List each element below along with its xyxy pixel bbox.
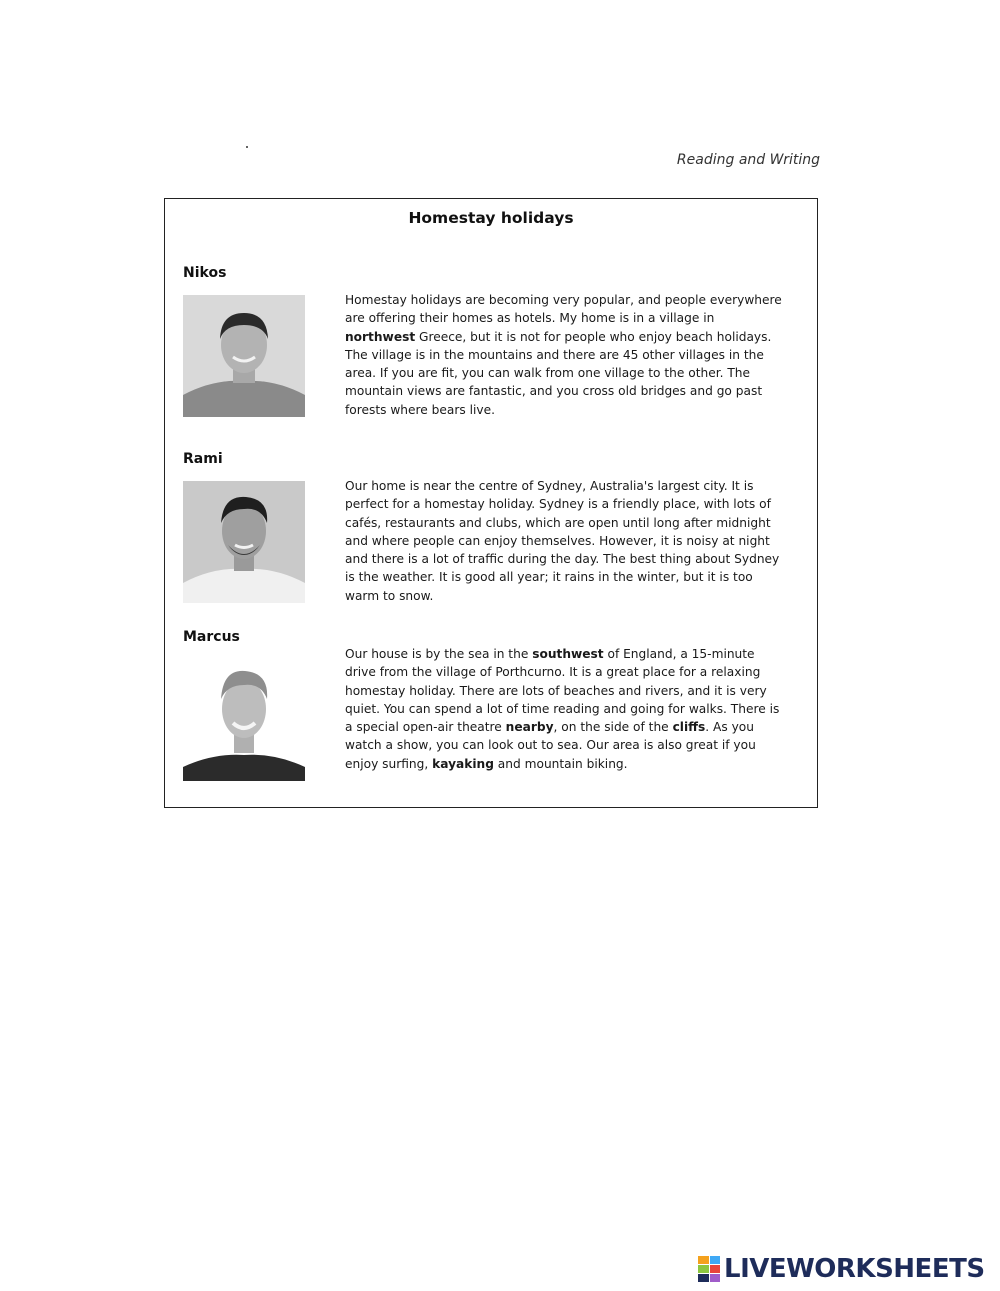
person-name-nikos: Nikos xyxy=(183,265,227,281)
text-bold: northwest xyxy=(345,329,416,344)
portrait-photo-rami xyxy=(183,481,305,603)
paragraph-marcus xyxy=(345,645,785,773)
text-bold: nearby xyxy=(505,720,554,735)
stray-mark xyxy=(246,146,248,148)
text-part: Greece, but it is not for people who enjoy beach holidays. The village is in the mountains and there are 45 other villages in the area. If you are fit, you can walk from one village to the other. The mountain views are fantastic, and you cross old bridges and go past forests where bears live. xyxy=(345,329,772,417)
person-name-rami: Rami xyxy=(183,451,223,467)
text-part: Our home is near the centre of Sydney, Australia's largest city. It is perfect for a homestay holiday. Sydney is a friendly place, with lots of cafés, restaurants and clubs, which are open until long after midnight and where people can enjoy themselves. However, it is noisy at night and there is a lot of traffic during the day. The best thing about Sydney is the weather. It is good all year; it rains in the winter, but it is too warm to snow. xyxy=(345,479,780,603)
portrait-icon xyxy=(183,295,305,417)
paragraph-nikos xyxy=(345,291,785,419)
text-part: Our house is by the sea in the xyxy=(345,647,533,661)
person-name-marcus: Marcus xyxy=(183,629,240,645)
paragraph-rami xyxy=(345,477,785,605)
section-header: Reading and Writing xyxy=(676,152,820,168)
portrait-icon xyxy=(183,481,305,603)
article-title: Homestay holidays xyxy=(408,209,574,227)
text-bold: kayaking xyxy=(432,756,494,771)
text-bold: cliffs xyxy=(672,720,706,735)
text-part: Homestay holidays are becoming very popular, and people everywhere are offering their homes as hotels. My home is in a village in xyxy=(345,293,782,326)
article-box xyxy=(164,198,818,808)
portrait-icon xyxy=(183,659,305,781)
text-part: . As you watch a show, you can look out to sea. Our area is also great if you enjoy surfing, xyxy=(345,720,756,771)
portrait-photo-marcus xyxy=(183,659,305,781)
text-part: , on the side of the xyxy=(553,720,673,735)
text-part: of England, a 15-minute drive from the village of Porthcurno. It is a great place for a relaxing homestay holiday. There are lots of beaches and rivers, and it is very quiet. You can spend a lot of time reading and going for walks. There is a special open-air theatre xyxy=(345,647,780,735)
liveworksheets-logo[interactable] xyxy=(698,1254,985,1284)
logo-blocks-icon xyxy=(698,1256,720,1282)
text-part: and mountain biking. xyxy=(493,756,628,771)
portrait-photo-nikos xyxy=(183,295,305,417)
logo-text: LIVEWORKSHEETS xyxy=(724,1254,985,1284)
text-bold: southwest xyxy=(532,647,604,661)
